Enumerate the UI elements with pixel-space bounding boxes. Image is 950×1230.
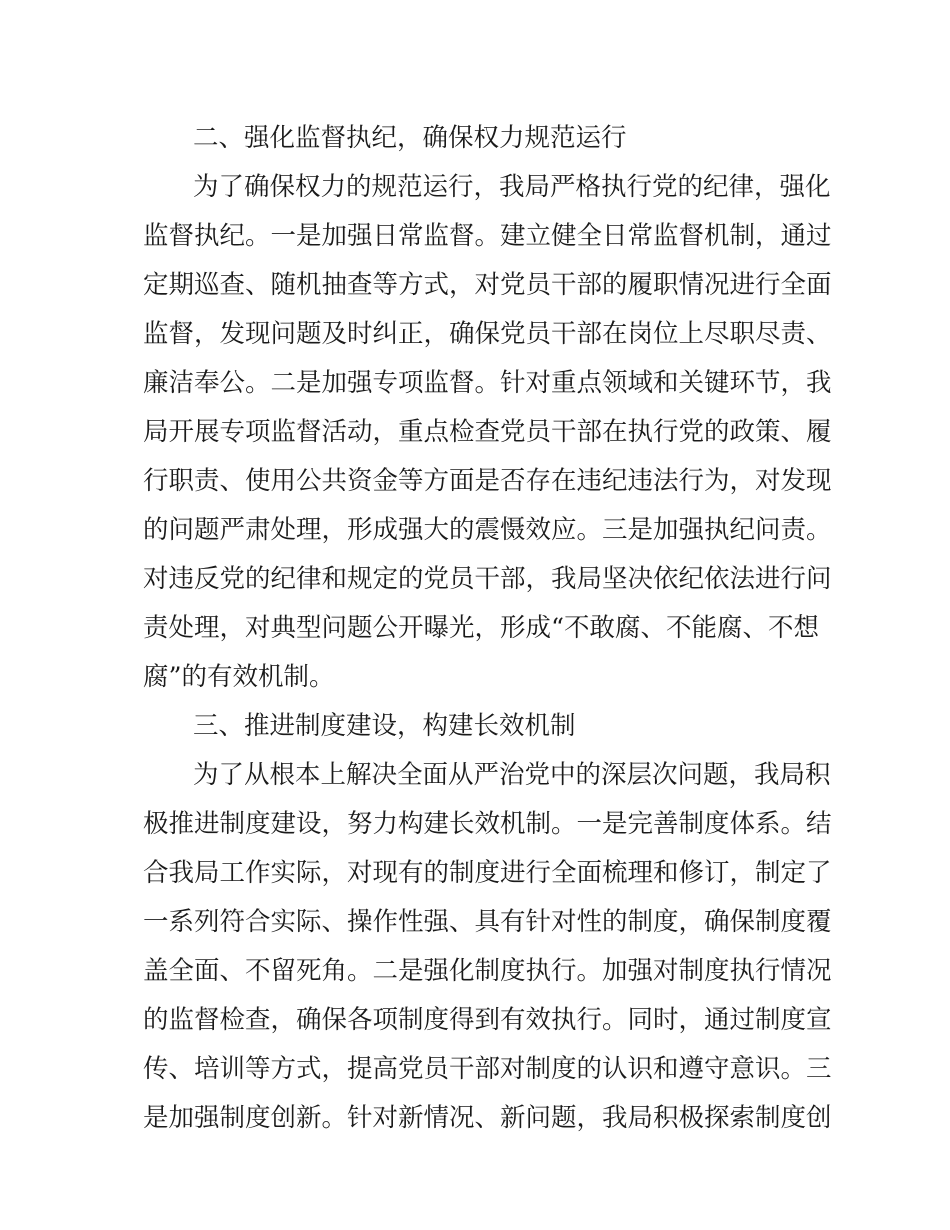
paragraph-line: 对违反党的纪律和规定的党员干部，我局坚决依纪依法进行问 [143,564,832,594]
paragraph-line: 的监督检查，确保各项制度得到有效执行。同时，通过制度宣 [143,1005,832,1035]
paragraph-line: 极推进制度建设，努力构建长效机制。一是完善制度体系。结 [143,809,832,839]
paragraph-line: 为了确保权力的规范运行，我局严格执行党的纪律，强化 [193,172,831,202]
paragraph-line: 局开展专项监督活动，重点检查党员干部在执行党的政策、履 [143,417,832,447]
section-heading: 二、强化监督执纪，确保权力规范运行 [193,123,627,153]
paragraph-line: 廉洁奉公。二是加强专项监督。针对重点领域和关键环节，我 [143,368,832,398]
paragraph-line: 合我局工作实际，对现有的制度进行全面梳理和修订，制定了 [143,858,832,888]
paragraph-line: 的问题严肃处理，形成强大的震慑效应。三是加强执纪问责。 [143,515,832,545]
paragraph-line: 盖全面、不留死角。二是强化制度执行。加强对制度执行情况 [143,956,832,986]
paragraph-line: 定期巡查、随机抽查等方式，对党员干部的履职情况进行全面 [143,270,832,300]
paragraph-line: 为了从根本上解决全面从严治党中的深层次问题，我局积 [193,760,831,790]
paragraph-line: 责处理，对典型问题公开曝光，形成“不敢腐、不能腐、不想 [143,613,820,643]
paragraph-line: 腐”的有效机制。 [143,662,335,692]
paragraph-line: 行职责、使用公共资金等方面是否存在违纪违法行为，对发现 [143,466,832,496]
paragraph-line: 传、培训等方式，提高党员干部对制度的认识和遵守意识。三 [143,1054,832,1084]
paragraph-line: 监督执纪。一是加强日常监督。建立健全日常监督机制，通过 [143,221,832,251]
section-heading: 三、推进制度建设，构建长效机制 [193,711,576,741]
paragraph-line: 监督，发现问题及时纠正，确保党员干部在岗位上尽职尽责、 [143,319,832,349]
paragraph-line: 是加强制度创新。针对新情况、新问题，我局积极探索制度创 [143,1103,832,1133]
paragraph-line: 一系列符合实际、操作性强、具有针对性的制度，确保制度覆 [143,907,832,937]
